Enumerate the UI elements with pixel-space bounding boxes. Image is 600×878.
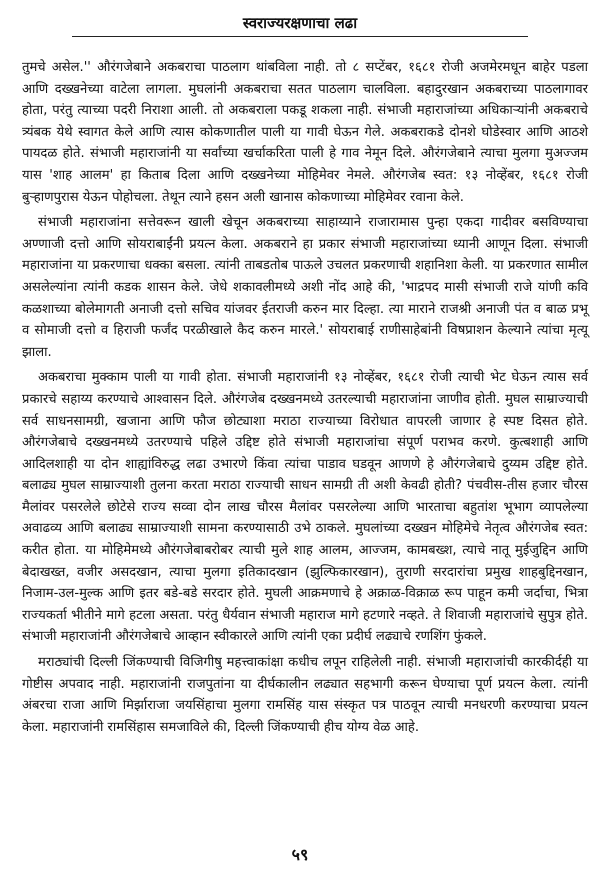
paragraph-4: मराठ्यांची दिल्ली जिंकण्याची विजिगीषु महत्त्वाकांक्षा कधीच लपून राहिलेली नाही. संभाजी महाराजांची कारकीर्दही या गोष्टीस अपवाद नाही. महाराजांनी राजपुतांना या दीर्घकालीन लढ्यात सहभागी करून घेण्याचा पूर्ण प्रयत्न केला. त्यांनी अंबरचा राजा आणि मिर्झाराजा जयसिंहाचा मुलगा रामसिंह यास संस्कृत पत्र पाठवून त्याची मनधरणी करण्याचा प्रयत्न केला. महाराजांनी रामसिंहास समजाविले की, दिल्ली जिंकण्याची हीच योग्य वेळ आहे. (22, 655, 588, 735)
paragraph-2: संभाजी महाराजांना सत्तेवरून खाली खेचून अकबराच्या साहाय्याने राजारामास पुन्हा एकदा गादीवर बसविण्याचा अण्णाजी दत्तो आणि सोयराबाईंनी प्रयत्न केला. अकबराने हा प्रकार संभाजी महाराजांच्या ध्यानी आणून दिला. संभाजी महाराजांना या प्रकरणाचा धक्का बसला. त्यांनी ताबडतोब पाऊले उचलत प्रकरणाची शहानिशा केली. या प्रकरणात सामील असलेल्यांना त्यांनी कडक शासन केले. जेधे शकावलीमध्ये अशी नोंद आहे की, 'भाद्रपद मासी संभाजी राजे यांणी कवि कळशाच्या बोलेमागती अनाजी दत्तो सचिव यांजवर ईतराजी करुन मार दिल्हा. त्या माराने राजश्री अनाजी पंत व बाळ प्रभू व सोमाजी दत्तो व हिराजी फर्जंद परळीखाले कैद करुन मारले.' सोयराबाई राणीसाहेबांनी विषप्राशन केल्याने त्यांचा मृत्यू झाला. (22, 215, 588, 360)
header-rule (72, 36, 528, 37)
paragraph-1: तुमचे असेल.'' औरंगजेबाने अकबराचा पाठलाग थांबविला नाही. तो ८ सप्टेंबर, १६८१ रोजी अजमेरमधून बाहेर पडला आणि दख्खनेच्या वाटेला लागला. मुघलांनी अकबराचा सतत पाठलाग चालविला. बहादुरखान अकबराच्या पाठलागावर होता, परंतु त्याच्या पदरी निराशा आली. तो अकबराला पकडू शकला नाही. संभाजी महाराजांच्या अधिकाऱ्यांनी अकबराचे त्र्यंबक येथे स्वागत केले आणि त्यास कोकणातील पाली या गावी घेऊन गेले. अकबराकडे दोनशे घोडेस्वार आणि आठशे पायदळ होते. संभाजी महाराजांनी या सर्वांच्या खर्चाकरिता पाली हे गाव नेमून दिले. औरंगजेबाने त्याचा मुलगा मुअज्जम यास 'शाह आलम' हा किताब दिला आणि दख्खनेच्या मोहिमेवर नेमले. औरंगजेब स्वत: १३ नोव्हेंबर, १६८१ रोजी बुऱ्हाणपुरास येऊन पोहोचला. तेथून त्याने हसन अली खानास कोकणाच्या मोहिमेवर रवाना केले. (22, 60, 588, 205)
page-number: ५९ (291, 845, 309, 864)
paragraph-3: अकबराचा मुक्काम पाली या गावी होता. संभाजी महाराजांनी १३ नोव्हेंबर, १६८१ रोजी त्याची भेट घेऊन त्यास सर्व प्रकारचे सहाय्य करण्याचे आश्वासन दिले. औरंगजेब दख्खनमध्ये उतरल्याची महाराजांना जाणीव होती. मुघल साम्राज्याची सर्व साधनसामग्री, खजाना आणि फौज छोट्याशा मराठा राज्याच्या विरोधात वापरली जाणार हे स्पष्ट दिसत होते. औरंगजेबाचे दख्खनमध्ये उतरण्याचे पहिले उद्दिष्ट होते संभाजी महाराजांचा संपूर्ण पराभव करणे. कुत्बशाही आणि आदिलशाही या दोन शाह्यांविरुद्ध लढा उभारणे किंवा त्यांचा पाडाव घडवून आणणे हे औरंगजेबाचे दुय्यम उद्दिष्ट होते. बलाढ्य मुघल साम्राज्याशी तुलना करता मराठा राज्याची साधन सामग्री ती अशी केवढी होती? पंचवीस-तीस हजार चौरस मैलांवर पसरलेले छोटेसे राज्य सव्वा दोन लाख चौरस मैलांवर पसरलेल्या आणि भारताचा बहुतांश भूभाग व्यापलेल्या अवाढव्य आणि बलाढ्य साम्राज्याशी सामना करण्यासाठी उभे ठाकले. मुघलांच्या दख्खन मोहिमेचे नेतृत्व औरंगजेब स्वत: करीत होता. या मोहिमेमध्ये औरंगजेबाबरोबर त्याची मुले शाह आलम, आज्जम, कामबख्श, त्याचे नातू मुईजुद्दिन आणि बेदाखख्त, वजीर असदखान, त्याचा मुलगा इतिकादखान (झुल्फिकारखान), तुराणी सरदारांचा प्रमुख शाहबुद्दिनखान, निजाम-उल-मुल्क आणि इतर बडे-बडे सरदार होते. मुघली आक्रमणाचे हे अक्राळ-विक्राळ रूप पाहून कमी जर्दाचा, भित्रा राज्यकर्ता भीतीने मागे हटला असता. परंतु धैर्यवान संभाजी महाराज मागे हटणारे नव्हते. ते शिवाजी महाराजांचे सुपुत्र होते. संभाजी महाराजांनी औरंगजेबाचे आव्हान स्वीकारले आणि त्यांनी एका प्रदीर्घ लढ्याचे रणशिंग फुंकले. (22, 370, 588, 645)
body-text (22, 57, 588, 742)
running-header: स्वराज्यरक्षणाचा लढा (242, 14, 358, 32)
